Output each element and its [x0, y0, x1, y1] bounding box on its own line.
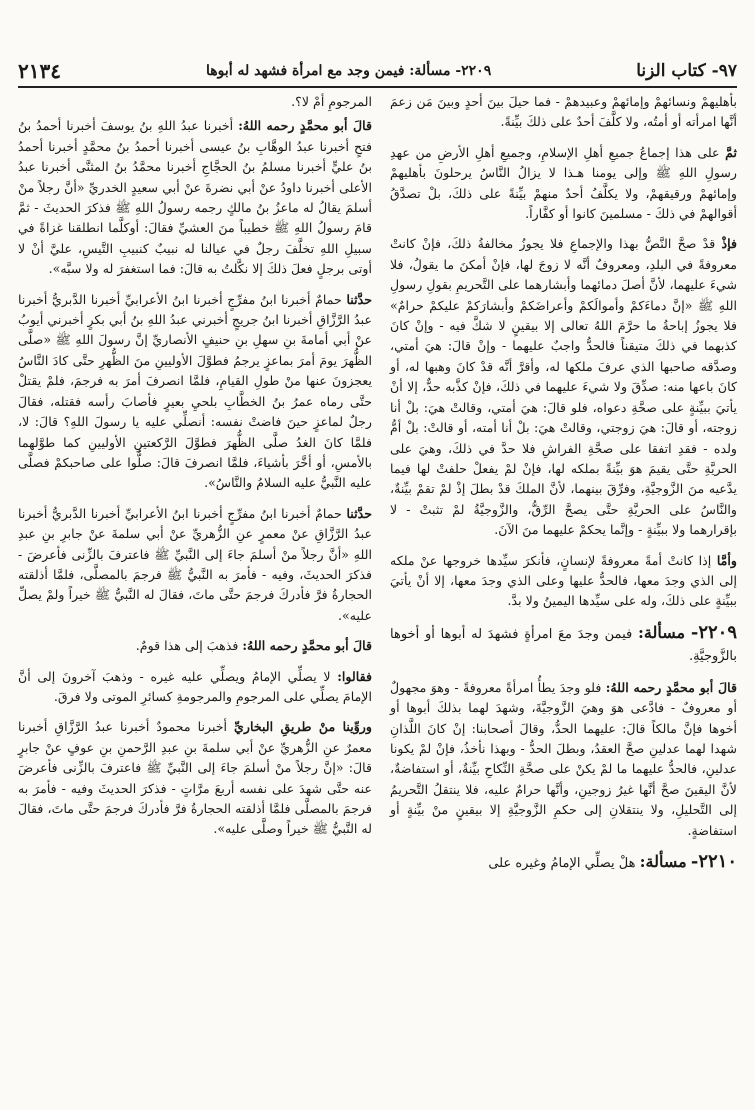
header-rule [18, 86, 737, 88]
right-column [390, 92, 737, 1092]
paragraph: فإذْ قدْ صحَّ النَّصُّ بهذا والإجماعِ فلا يجوزُ مخالفةُ ذلكَ، فإنْ كانتْ معروفةً في البلدِ، ومعروفٌ أنَّه لا زوجَ لها، فإنْ أمكنَ ما يقولُ، فلا شيءَ عليهما، لأنَّ أصلَ دمائهما وأبشارهما على التَّحريمِ بقولِ رسولِ اللهِ ﷺ «إنَّ دماءَكمْ وأموالَكمْ وأعراضَكمْ وأبشارَكمْ عليكمْ حرامٌ» فلا يجوزُ إباحةُ ما حرَّمَ اللهُ تعالى إلا بيقينٍ لا شكَّ فيه - وإنْ كانَ كذبهما في ذلكَ متيقناً فالحدُّ واجبٌ عليهما - وإنْ قالَ: هيَ أمتي، وصدَّقه صاحبها الذي عرفَ ملكها له، وأقرَّ أنَّه قدْ كانَ وهبها له، أو كانَ باعها منه: صدِّقَ ولا شيءَ عليهما في ذلكَ، فإنْ كذَّبه حدٌّ، إلا أنْ يأتيَ ببيِّنةٍ على صحَّةِ دعواه، فلو قالَ: هيَ أمتي، وقالتْ هيَ: بلْ أنا زوجته، أو قالَ: هيَ زوجتي، وقالتْ هيَ: بلْ أنا أمته، أو قالتْ: بلْ أمُّ ولده - فقدِ اتفقا على صحَّةِ الفراشِ فلا حدَّ في ذلكَ، وهيَ على الحريَّةِ حتَّى يقيمَ هوَ بيِّنةً بملكه لها، فإنْ لمْ يفعلْ حلفتْ لها فيما يدَّعيه منَ الزَّوجيَّةِ، وفرِّقَ بينهما، لأنَّ الملكَ قدْ بطلَ إذْ لمْ تقمْ بيِّنةٌ، والنَّاسُ على الحريَّةِ حتَّى يصحَّ الرِّقُّ، والزَّوجيَّةُ لمْ تثبتْ - لا بإقرارهما ولا ببيِّنةٍ - وإنَّما يحكمْ عليهما منَ الآنَ. [390, 236, 737, 538]
issue-heading-2209: ٢٢٠٩- مسألة: فيمن وجدَ معَ امرأةٍ فشهدَ له أبوها أو أخوها بالزَّوجيَّةِ. [390, 621, 737, 664]
paragraph: قالَ أبو محمَّدٍ رحمه اللهُ: فذهبَ إلى هذا قومٌ. [135, 638, 372, 654]
paragraph: فقالوا: لا يصلِّي الإمامُ ويصلِّي عليه غيره - وذهبَ آخرونَ إلى أنَّ الإمامَ يصلِّي على المرجومِ والمرجومةِ كسائرِ الموتى ولا فرقَ. [18, 668, 372, 704]
issue-title: هلْ يصلِّي الإمامُ وغيره على [488, 856, 636, 871]
paragraph: وروِّينا منْ طريقِ البخاريِّ أخبرنا محمودٌ أخبرنا عبدُ الرَّزَّاقِ أخبرنا معمرٌ عنِ الزُّهريِّ عنْ أبي سلمةَ بنِ عبدِ الرَّحمنِ بنِ عوفٍ عنْ جابرٍ قالَ: «إنَّ رجلاً منْ أسلمَ جاءَ إلى النَّبيِّ ﷺ فاعترفَ بالزِّنى فأعرضَ عنه حتَّى شهدَ على نفسه أربعَ مرَّاتٍ - فذكرَ الحديثَ وفيه - فأمرَ به فرجمَ بالمصلَّى فلمَّا أذلقته الحجارةُ فرَّ فأدركَ فرجمَ حتَّى ماتَ، فقالَ له النَّبيُّ ﷺ خيراً وصلَّى عليه». [18, 719, 372, 837]
issue-label: مسألة: [637, 622, 686, 642]
paragraph: ثمَّ على هذا إجماعُ جميعِ أهلِ الإسلامِ، وجميعِ أهلِ الأرضِ من عهدِ رسولِ اللهِ ﷺ وإلى يومنا هـذا لا يزالُ النَّاسُ يرحلونَ بأهليهمْ وإمائهمْ ورقيقهمْ، ولا يكلَّفُ أحدٌ منهمْ بيِّنةً على ذلكَ، بلْ تصدَّقُ أقوالهمْ في ذلكَ - مسلمينَ كانوا أو كفَّاراً. [390, 144, 737, 222]
issue-heading-2210: ٢٢١٠- مسألة: هلْ يصلِّي الإمامُ وغيره على [488, 851, 737, 872]
chapter-title: ٩٧- كتاب الزنا [636, 61, 737, 81]
running-title: ٢٢٠٩- مسألة: فيمن وجد مع امرأة فشهد له أبوها [206, 63, 492, 79]
paragraph: بأهليهمْ ونسائهمْ وإمائهمْ وعبيدهمْ - فما حيلَ بينَ أحدٍ وبينَ مَن زعمَ أنَّها امرأته أو أمتُه، ولا كلَّفَ أحدٌ على ذلكَ بيِّنةً. [390, 94, 737, 130]
left-column [18, 92, 372, 1092]
paragraph: المرجومِ أمْ لا؟. [291, 94, 372, 109]
issue-label: مسألة: [639, 852, 687, 871]
paragraph: حدَّثنا حمامٌ أخبرنا ابنُ مفرِّجٍ أخبرنا ابنُ الأعرابيِّ أخبرنا الدَّبريُّ أخبرنا عبدُ الرَّزَّاقِ عنْ معمرٍ عنِ الزُّهريِّ عنْ أبي سلمةَ عنْ جابرِ بنِ عبدِ اللهِ «أنَّ رجلاً منْ أسلمَ جاءَ إلى النَّبيِّ ﷺ فاعترفَ بالزِّنى فأعرضَ - فذكرَ الحديثَ، وفيه - فأمرَ به النَّبيُّ ﷺ فرجمَ بالمصلَّى، فلمَّا أذلقته الحجارةُ فرَّ فأدركَ فرجمَ حتَّى ماتَ، فقالَ له النَّبيُّ ﷺ خيراً ولمْ يصلِّ عليه». [18, 505, 372, 623]
page-header [18, 58, 737, 84]
issue-number: ٢٢١٠ [698, 851, 737, 872]
paragraph: قالَ أبو محمَّدٍ رحمه اللهُ: أخبرنا عبدُ اللهِ بنُ يوسفَ أخبرنا أحمدُ بنُ فتحٍ أخبرنا عبدُ الوهَّابِ بنُ عيسى أخبرنا أحمدُ بنُ محمَّدٍ أخبرنا أحمدُ بنُ عليٍّ أخبرنا مسلمُ بنُ الحجَّاجِ أخبرنا محمَّدُ بنُ المثنَّى أخبرنا عبدُ الأعلى أخبرنا داودُ عنْ أبي نضرةَ عنْ أبي سعيدٍ الخدريِّ «أنَّ رجلاً منْ أسلمَ يقالُ له ماعزُ بنُ مالكٍ رجمه رسولُ اللهِ ﷺ فذكرَ الحديثَ - ثمَّ قامَ رسولُ اللهِ ﷺ خطيباً منَ العشيِّ فقالَ: أوكلَّما انطلقنا غزاةً في سبيلِ اللهِ تخلَّفَ رجلٌ في عيالنا له نبيبٌ كنبيبِ التَّيسِ، عليَّ أنْ لا أوتى برجلٍ فعلَ ذلكَ إلا نكَّلتُ به قالَ: فما استغفرَ له ولا سبَّه». [18, 118, 372, 277]
issue-title: فيمن وجدَ معَ امرأةٍ فشهدَ له أبوها أو أخوها بالزَّوجيَّةِ. [390, 626, 737, 664]
paragraph: وأمَّا إذا كانتْ أمةً معروفةً لإنسانٍ، فأنكرَ سيِّدها خروجها عنْ ملكه إلى الذي وجدَ معها، فالحدُّ عليها وعلى الذي وجدَ معها، إلا أنْ يأتيَ ببيِّنةٍ على ذلكَ، وله على سيِّدها اليمينُ ولا بدَّ. [390, 552, 737, 609]
page-number: ٢١٣٤ [18, 59, 61, 83]
paragraph: حدَّثنا حمامٌ أخبرنا ابنُ مفرِّجٍ أخبرنا ابنُ الأعرابيِّ أخبرنا الدَّبريُّ أخبرنا عبدُ الرَّزَّاقِ أخبرنا ابنُ جريجٍ أخبرني عبدُ اللهِ بنُ أبي بكرٍ أخبرني أيوبُ عنْ أبي أمامةَ بنِ سهلِ بنِ حنيفٍ الأنصاريِّ إنَّ رسولَ اللهِ ﷺ «صلَّى الظُّهرَ يومَ أمرَ بماعزٍ يرجمُ فطوَّلَ الأوليينِ منَ الظُّهرِ حتَّى كادَ النَّاسُ يعجزونَ عنها منْ طولِ القيامِ، فلمَّا انصرفَ أمرَ به فرجمَ، فلمْ يقتلْ حتَّى رماه عمرُ بنُ الخطَّابِ بلحيِ بعيرٍ فأصابَ رأسه فقتله، فقالَ رجلٌ لماعزٍ حينَ فاضتْ نفسه: أنصلِّي عليه يا رسولَ اللهِ؟ قالَ: لا، فلمَّا كانَ الغدُ صلَّى الظُّهرَ فطوَّلَ الرَّكعتينِ الأوليينِ كما طوَّلهما بالأمسِ، أو أخَّرَ بأشياءَ، فلمَّا انصرفَ قالَ: صلُّوا على صاحبكمْ فصلَّى عليه النَّبيُّ عليه السلامُ والنَّاسُ». [18, 291, 372, 491]
paragraph: قالَ أبو محمَّدٍ رحمه اللهُ: فلو وجدَ يطأُ امرأةً معروفةً - وهوَ مجهولٌ أو معروفٌ - فادَّعى هوَ وهيَ الزَّوجيَّةَ، وشهدَ لهما بذلكَ أبوها أو أخوها فإنَّ مالكاً قالَ: عليهما الحدُّ، وقالَ أصحابنا: إنْ كانَ اللَّذانِ شهدا لهما عدلينِ صحَّ العقدُ، وبطلَ الحدُّ - وبهذا نأخذُ، فإنْ لمْ يكونا عدلينِ، فالحدُّ عليهما ما لمْ يكنْ على صحَّةِ النِّكاحِ بيِّنةٌ، أو استفاضةٌ، لأنَّ اليقينَ صحَّ أنَّها غيرُ زوجينِ، وأنَّها حرامٌ عليه، فلا ينتقلُ التَّحريمُ إلى التَّحليلِ، ولا ينتقلانِ إلى حكمِ الزَّوجيَّةِ إلا بيقينٍ منْ بيِّنةٍ أو استفاضةٍ. [390, 679, 737, 838]
issue-number: ٢٢٠٩ [698, 621, 737, 643]
